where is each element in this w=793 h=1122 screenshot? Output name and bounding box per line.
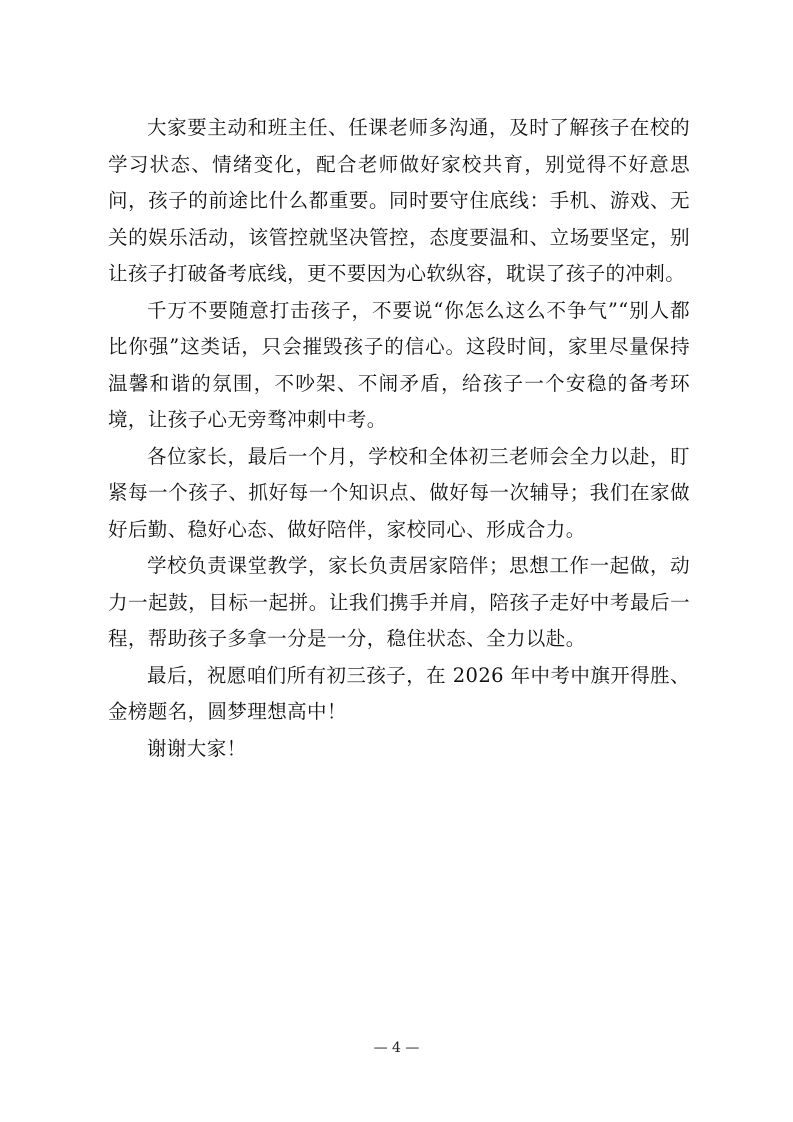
page-number: — 4 — — [373, 1040, 420, 1056]
paragraph-thanks: 谢谢大家！ — [147, 736, 247, 760]
document-body — [108, 110, 690, 767]
paragraph-school-commitment: 各位家长，最后一个月，学校和全体初三老师会全力以赴，盯紧每一个孩子、抓好每一个知识点、做好每一次辅导；我们在家做好后勤、稳好心态、做好陪伴，家校同心、形成合力。 — [108, 444, 690, 541]
paragraph-best-wishes: 最后，祝愿咱们所有初三孩子，在 2026 年中考中旗开得胜、金榜题名，圆梦理想高中！ — [108, 663, 690, 723]
paragraph-encourage-children: 千万不要随意打击孩子，不要说“你怎么这么不争气”“别人都比你强”这类话，只会摧毁孩子的信心。这段时间，家里尽量保持温馨和谐的氛围，不吵架、不闹矛盾，给孩子一个安稳的备考环境，让孩子心无旁骛冲刺中考。 — [108, 298, 690, 431]
paragraph-cooperation: 学校负责课堂教学，家长负责居家陪伴；思想工作一起做，动力一起鼓，目标一起拼。让我们携手并肩，陪孩子走好中考最后一程，帮助孩子多拿一分是一分，稳住状态、全力以赴。 — [108, 554, 690, 650]
paragraph-parent-communication: 大家要主动和班主任、任课老师多沟通，及时了解孩子在校的学习状态、情绪变化，配合老师做好家校共育，别觉得不好意思问，孩子的前途比什么都重要。同时要守住底线：手机、游戏、无关的娱乐活动，该管控就坚决管控，态度要温和、立场要坚定，别让孩子打破备考底线，更不要因为心软纵容，耽误了孩子的冲刺。 — [108, 116, 690, 285]
